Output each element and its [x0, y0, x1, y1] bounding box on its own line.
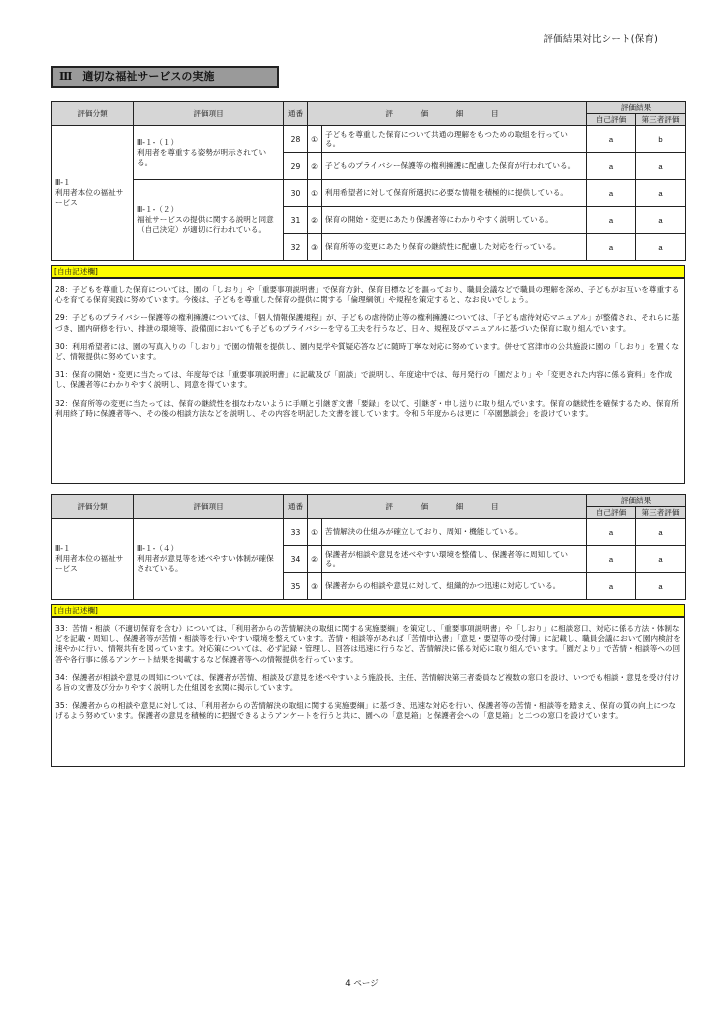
- third-party-evaluation: a: [636, 153, 686, 180]
- self-evaluation: a: [587, 153, 636, 180]
- row-detail: 保護者が相談や意見を述べやすい環境を整備し、保護者等に周知している。: [322, 546, 587, 573]
- col-detail-header: 評 価 細 目: [308, 102, 587, 126]
- row-mark: ①: [308, 126, 322, 153]
- section-numeral: Ⅲ: [59, 70, 73, 83]
- free-entry-box: [51, 278, 685, 484]
- row-detail: 子どもを尊重した保育について共通の理解をもつための取組を行っている。: [322, 126, 587, 153]
- free-entry-paragraph: 28：子どもを尊重した保育については、園の「しおり」や「重要事項説明書」で保育方針、保育目標などを謳っており、職員会議などで職員の理解を深め、子どもがお互いを尊重する心を育てる保育実践に努めています。今後は、子どもを尊重した保育の提供に関する「倫理綱領」や規程を策定すると、なお良いでしょう。: [55, 285, 680, 305]
- self-evaluation: a: [587, 207, 636, 234]
- row-number: 28: [284, 126, 308, 153]
- free-entry-paragraph: 29：子どものプライバシー保護等の権利擁護については、「個人情報保護規程」が、子どもの虐待防止等の権利擁護については、「子ども虐待対応マニュアル」が整備され、それらに基づき、園内研修を行い、排泄の環境等、設備面においても子どものプライバシーを守る工夫を行うなど、日々、規程及びマニュアルに基づいた保育に取り組んでいます。: [55, 313, 680, 333]
- free-entry-paragraph: 33：苦情・相談（不適切保育を含む）については、「利用者からの苦情解決の取組に関する実施要綱」を策定し、「重要事項説明書」や「しおり」に相談窓口、対応に係る方法・体制などを記載・周知し、保護者等が苦情・相談等を行いやすい環境を整えています。苦情・相談等があれば「苦情申込書」「意見・要望等の受付簿」に記載し、職員会議において園内検討を速やかに行い、情報共有を図っています。対応策については、必ず記録・管理し、回答は迅速に行うなど、苦情解決に係る対応に取り組んでいます。「園だより」で苦情・相談等への回答や各行事に係るアンケート結果を掲載するなど保護者等への情報提供を行っています。: [55, 624, 681, 664]
- row-mark: ②: [308, 207, 322, 234]
- evaluation-table-2: [51, 494, 686, 600]
- row-mark: ①: [308, 180, 322, 207]
- free-entry-paragraph: 35：保護者からの相談や意見に対しては、「利用者からの苦情解決の取組に関する実施要綱」に基づき、迅速な対応を行い、保護者等の苦情・相談等を踏まえ、保育の質の向上につなげるよう努めています。保護者の意見を積極的に把握できるようアンケートを行うと共に、園への「意見箱」と保護者会への「意見箱」と二つの窓口を設けています。: [55, 701, 676, 721]
- col-result-header: 評価結果: [587, 495, 686, 507]
- row-number: 35: [284, 573, 308, 600]
- row-mark: ②: [308, 546, 322, 573]
- item-cell: Ⅲ-１-（４） 利用者が意見等を述べやすい体制が確保されている。: [134, 519, 284, 600]
- row-mark: ③: [308, 573, 322, 600]
- row-detail: 保育の開始・変更にあたり保護者等にわかりやすく説明している。: [322, 207, 587, 234]
- document-title: 評価結果対比シート(保育): [543, 34, 658, 45]
- row-number: 33: [284, 519, 308, 546]
- self-evaluation: a: [587, 180, 636, 207]
- row-number: 29: [284, 153, 308, 180]
- third-party-evaluation: a: [636, 519, 686, 546]
- col-third-eval-header: 第三者評価: [636, 114, 686, 126]
- third-party-evaluation: a: [636, 207, 686, 234]
- col-item-header: 評価項目: [134, 102, 284, 126]
- self-evaluation: a: [587, 519, 636, 546]
- col-self-eval-header: 自己評価: [587, 507, 636, 519]
- col-number-header: 通番: [284, 102, 308, 126]
- category-cell: Ⅲ-１ 利用者本位の福祉サービス: [52, 126, 134, 261]
- row-detail: 保育所等の変更にあたり保育の継続性に配慮した対応を行っている。: [322, 234, 587, 261]
- free-entry-box: [51, 617, 685, 767]
- row-number: 32: [284, 234, 308, 261]
- self-evaluation: a: [587, 546, 636, 573]
- row-mark: ②: [308, 153, 322, 180]
- row-number: 31: [284, 207, 308, 234]
- free-entry-paragraph: 31：保育の開始・変更に当たっては、年度毎では「重要事項説明書」に記載及び「面談」で説明し、年度途中では、毎月発行の「園だより」や「変更された内容に係る資料」を作成し、保護者等にわかりやすく説明し、同意を得ています。: [55, 370, 673, 390]
- third-party-evaluation: b: [636, 126, 686, 153]
- third-party-evaluation: a: [636, 573, 686, 600]
- col-item-header: 評価項目: [134, 495, 284, 519]
- self-evaluation: a: [587, 126, 636, 153]
- col-self-eval-header: 自己評価: [587, 114, 636, 126]
- item-cell: Ⅲ-１-（２） 福祉サービスの提供に関する説明と同意（自己決定）が適切に行われている。: [134, 180, 284, 261]
- col-third-eval-header: 第三者評価: [636, 507, 686, 519]
- row-detail: 利用希望者に対して保育所選択に必要な情報を積極的に提供している。: [322, 180, 587, 207]
- self-evaluation: a: [587, 234, 636, 261]
- free-entry-label: [自由記述欄]: [51, 604, 685, 617]
- free-entry-paragraph: 34：保護者が相談や意見の周知については、保護者が苦情、相談及び意見を述べやすいよう施設長、主任、苦情解決第三者委員など複数の窓口を設け、いつでも相談・意見を受け付ける旨の文書及び分かりやすく説明した仕組図を玄関に掲示しています。: [55, 672, 680, 693]
- category-cell: Ⅲ-１ 利用者本位の福祉サービス: [52, 519, 134, 600]
- row-number: 30: [284, 180, 308, 207]
- third-party-evaluation: a: [636, 234, 686, 261]
- row-detail: 子どものプライバシー保護等の権利擁護に配慮した保育が行われている。: [322, 153, 587, 180]
- section-title: 適切な福祉サービスの実施: [82, 70, 215, 83]
- col-category-header: 評価分類: [52, 102, 134, 126]
- section-heading: [51, 66, 279, 88]
- row-mark: ①: [308, 519, 322, 546]
- self-evaluation: a: [587, 573, 636, 600]
- col-result-header: 評価結果: [587, 102, 686, 114]
- col-detail-header: 評 価 細 目: [308, 495, 587, 519]
- page-number: 4 ページ: [345, 979, 379, 989]
- col-category-header: 評価分類: [52, 495, 134, 519]
- third-party-evaluation: a: [636, 180, 686, 207]
- free-entry-label: [自由記述欄]: [51, 265, 685, 278]
- free-entry-paragraph: 30：利用希望者には、園の写真入りの「しおり」で園の情報を提供し、園内見学や質疑応答などに随時丁寧な対応に努めています。併せて宮津市の公共施設に園の「しおり」を置くなど、情報提供に努めています。: [55, 341, 680, 362]
- free-entry-paragraph: 32：保育所等の変更に当たっては、保育の継続性を損なわないように手順と引継ぎ文書「要録」を以て、引継ぎ・申し送りに取り組んでいます。保育の継続性を確保するため、保育所利用終了時に保護者等へ、その後の相談方法などを説明し、その内容を明記した文書を渡しています。令和５年度からは更に「卒園懇談会」を設けています。: [55, 398, 679, 418]
- item-cell: Ⅲ-１-（１） 利用者を尊重する姿勢が明示されている。: [134, 126, 284, 180]
- row-mark: ③: [308, 234, 322, 261]
- evaluation-table-1: [51, 101, 686, 261]
- row-detail: 苦情解決の仕組みが確立しており、周知・機能している。: [322, 519, 587, 546]
- col-number-header: 通番: [284, 495, 308, 519]
- row-detail: 保護者からの相談や意見に対して、組織的かつ迅速に対応している。: [322, 573, 587, 600]
- third-party-evaluation: a: [636, 546, 686, 573]
- row-number: 34: [284, 546, 308, 573]
